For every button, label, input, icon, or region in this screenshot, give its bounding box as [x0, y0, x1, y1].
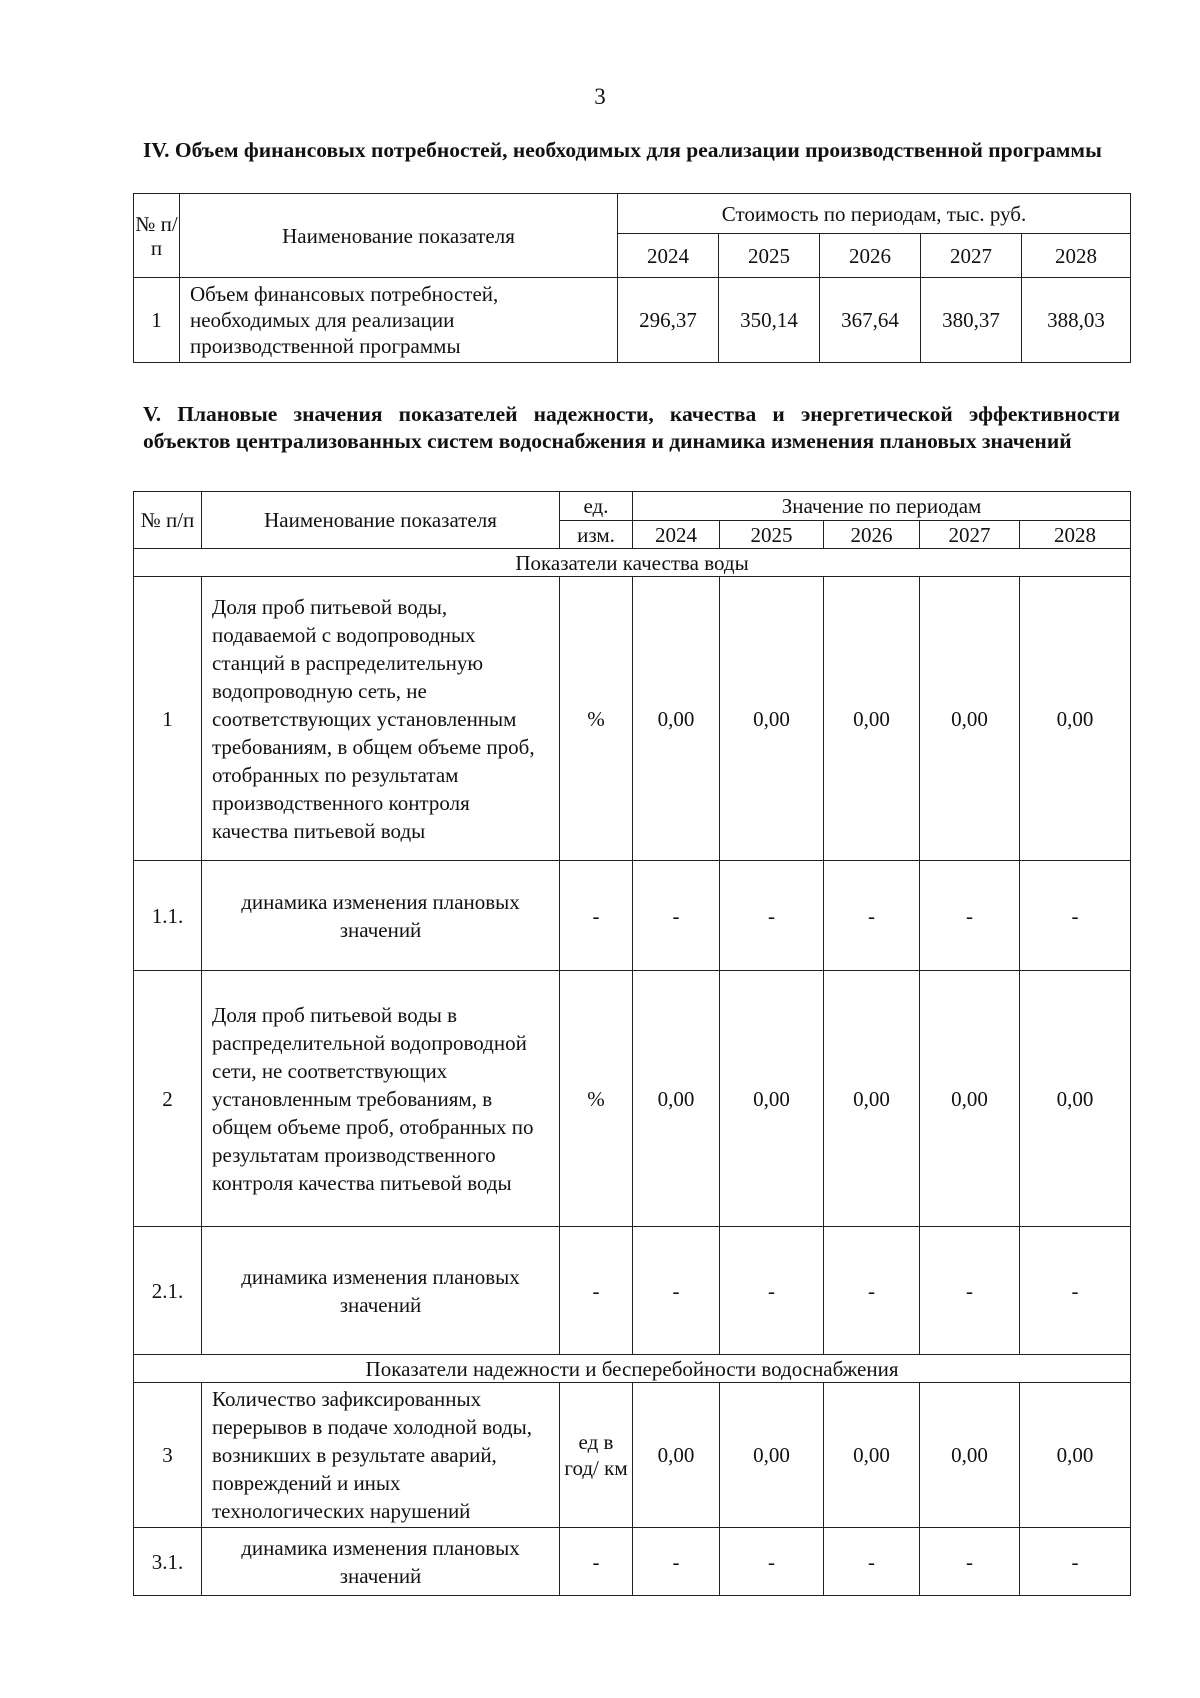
table-row	[134, 1227, 1131, 1355]
row-value: 367,64	[820, 278, 921, 363]
row-value: -	[824, 1227, 920, 1355]
column-header-periods: Значение по периодам	[633, 492, 1131, 521]
row-value: 0,00	[1020, 1383, 1131, 1528]
year-header: 2024	[633, 521, 720, 549]
section-5-title: V. Плановые значения показателей надежности, качества и энергетической эффективности объектов централизованных систем водоснабжения и динамика изменения плановых значений	[143, 402, 1120, 453]
table-row	[134, 1383, 1131, 1528]
row-unit: %	[560, 577, 633, 861]
row-value: 0,00	[633, 1383, 720, 1528]
row-number: 1.1.	[134, 861, 202, 971]
row-number: 2	[134, 971, 202, 1227]
table-row	[134, 278, 1131, 363]
year-header: 2025	[720, 521, 824, 549]
row-value: -	[920, 1227, 1020, 1355]
table-row	[134, 971, 1131, 1227]
group-row	[134, 1355, 1131, 1383]
row-value: 0,00	[720, 1383, 824, 1528]
row-unit: -	[560, 1528, 633, 1596]
row-value: -	[824, 1528, 920, 1596]
row-value: 0,00	[720, 971, 824, 1227]
page-number: 3	[594, 84, 606, 109]
row-value: 388,03	[1022, 278, 1131, 363]
row-name: Доля проб питьевой воды в распределительной водопроводной сети, не соответствующих установленным требованиям, в общем объеме проб, отобранных по результатам производственного контроля качества питьевой воды	[202, 971, 560, 1227]
financial-needs-table	[133, 193, 1131, 363]
row-name: Количество зафиксированных перерывов в подаче холодной воды, возникших в результате аварий, повреждений и иных технологических нарушений	[202, 1383, 560, 1528]
row-value: -	[920, 1528, 1020, 1596]
table-row	[134, 577, 1131, 861]
column-header-unit-top: ед.	[560, 492, 633, 521]
row-number: 1	[134, 577, 202, 861]
row-value: 0,00	[720, 577, 824, 861]
row-unit: -	[560, 1227, 633, 1355]
row-value: 380,37	[921, 278, 1022, 363]
row-number: 3	[134, 1383, 202, 1528]
group-title-reliability: Показатели надежности и бесперебойности водоснабжения	[134, 1355, 1131, 1383]
row-value: 0,00	[824, 971, 920, 1227]
row-name: динамика изменения плановых значений	[202, 1227, 560, 1355]
table-row	[134, 861, 1131, 971]
year-header: 2027	[921, 234, 1022, 278]
year-header: 2026	[820, 234, 921, 278]
row-value: 0,00	[920, 971, 1020, 1227]
column-header-number: № п/п	[134, 492, 202, 549]
row-value: 350,14	[719, 278, 820, 363]
year-header: 2026	[824, 521, 920, 549]
row-value: -	[824, 861, 920, 971]
row-value: -	[720, 1227, 824, 1355]
row-unit: -	[560, 861, 633, 971]
row-value: -	[720, 1528, 824, 1596]
row-value: 0,00	[920, 1383, 1020, 1528]
year-header: 2028	[1022, 234, 1131, 278]
column-header-unit-bottom: изм.	[560, 521, 633, 549]
column-header-cost: Стоимость по периодам, тыс. руб.	[618, 194, 1131, 234]
row-value: 0,00	[1020, 971, 1131, 1227]
table-header-row	[134, 194, 1131, 234]
row-value: 0,00	[920, 577, 1020, 861]
row-value: -	[633, 861, 720, 971]
year-header: 2028	[1020, 521, 1131, 549]
year-header: 2025	[719, 234, 820, 278]
row-unit: ед в год/ км	[560, 1383, 633, 1528]
row-value: -	[633, 1528, 720, 1596]
row-name: динамика изменения плановых значений	[202, 1528, 560, 1596]
row-value: -	[633, 1227, 720, 1355]
table-row	[134, 1528, 1131, 1596]
row-value: -	[1020, 1528, 1131, 1596]
row-value: -	[1020, 861, 1131, 971]
year-header: 2027	[920, 521, 1020, 549]
group-row	[134, 549, 1131, 577]
row-value: 0,00	[824, 1383, 920, 1528]
column-header-name: Наименование показателя	[202, 492, 560, 549]
section-4-title: IV. Объем финансовых потребностей, необходимых для реализации производственной программы	[143, 138, 1102, 162]
column-header-name: Наименование показателя	[180, 194, 618, 278]
row-value: 0,00	[633, 577, 720, 861]
row-value: 0,00	[1020, 577, 1131, 861]
row-value: -	[1020, 1227, 1131, 1355]
row-number: 1	[134, 278, 180, 363]
row-number: 2.1.	[134, 1227, 202, 1355]
row-value: -	[920, 861, 1020, 971]
row-value: 0,00	[633, 971, 720, 1227]
row-name: динамика изменения плановых значений	[202, 861, 560, 971]
table-header-row	[134, 492, 1131, 521]
group-title-water-quality: Показатели качества воды	[134, 549, 1131, 577]
row-value: 0,00	[824, 577, 920, 861]
year-header: 2024	[618, 234, 719, 278]
row-number: 3.1.	[134, 1528, 202, 1596]
row-value: 296,37	[618, 278, 719, 363]
indicators-table	[133, 491, 1131, 1596]
row-value: -	[720, 861, 824, 971]
row-name: Объем финансовых потребностей, необходимых для реализации производственной программы	[180, 278, 618, 363]
row-name: Доля проб питьевой воды, подаваемой с водопроводных станций в распределительную водопроводную сеть, не соответствующих установленным требованиям, в общем объеме проб, отобранных по результатам производственного контроля качества питьевой воды	[202, 577, 560, 861]
row-unit: %	[560, 971, 633, 1227]
column-header-number: № п/ п	[134, 194, 180, 278]
